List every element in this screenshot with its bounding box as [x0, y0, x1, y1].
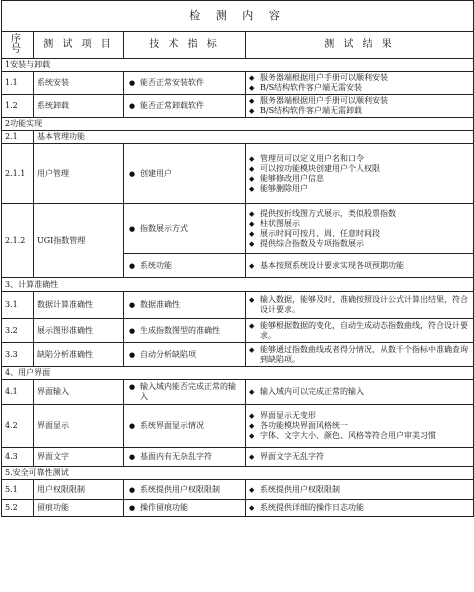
section-row	[2, 118, 474, 131]
section-row	[2, 131, 474, 144]
test-item: 界面输入	[34, 380, 124, 405]
result-text: ◆ 能够删除用户	[249, 184, 470, 194]
spec-text: ● 指数展示方式	[129, 224, 242, 234]
result-text: ◆ 字体、文字大小、颜色、风格等符合用户审美习惯	[249, 431, 470, 441]
result-cell	[246, 500, 474, 517]
spec-cell	[124, 95, 246, 118]
table-title: 检 测 内 容	[2, 1, 474, 32]
row-number: 5.1	[2, 480, 34, 500]
result-text: ◆ 可以按功能模块创建用户个人权限	[249, 164, 470, 174]
row-number: 2.1.2	[2, 204, 34, 278]
section-row	[2, 59, 474, 72]
result-text: ◆ 柱状图展示	[249, 219, 470, 229]
section-number: 5	[5, 468, 11, 477]
result-text: ◆ 输入域内可以完成正常的输入	[249, 387, 470, 397]
section-label: 安装与卸载	[10, 60, 51, 69]
result-text: ◆ 各功能模块界面风格统一	[249, 421, 470, 431]
section-header	[2, 118, 474, 131]
test-item: 用户管理	[34, 144, 124, 204]
spec-cell	[124, 254, 246, 278]
spec-cell	[124, 144, 246, 204]
spec-text: ● 能否正常卸载软件	[129, 101, 242, 111]
spec-cell	[124, 343, 246, 367]
table-row	[2, 380, 474, 405]
section-header	[2, 367, 474, 380]
test-item: 展示图形准确性	[34, 319, 124, 343]
spec-text: ● 操作留痕功能	[129, 503, 242, 513]
spec-cell	[124, 480, 246, 500]
spec-cell	[124, 319, 246, 343]
result-text: ◆ 展示时间可按月、周、任意时间段	[249, 229, 470, 239]
result-cell	[246, 380, 474, 405]
test-item: 缺陷分析准确性	[34, 343, 124, 367]
result-cell	[246, 254, 474, 278]
test-item: 留痕功能	[34, 500, 124, 517]
result-cell	[246, 448, 474, 467]
result-cell	[246, 204, 474, 254]
result-text: ◆ 能够通过指数曲线或者得分情况，从数千个指标中准确查询到缺陷项。	[249, 345, 470, 365]
table-row	[2, 204, 474, 254]
result-cell	[246, 292, 474, 319]
test-item: 界面显示	[34, 405, 124, 448]
test-item: 用户权限限制	[34, 480, 124, 500]
row-number: 2.1.1	[2, 144, 34, 204]
section-row	[2, 467, 474, 480]
test-item: 系统卸载	[34, 95, 124, 118]
section-row	[2, 367, 474, 380]
table-row	[2, 448, 474, 467]
section-number: 4	[5, 368, 11, 377]
result-text: ◆ 能够根据数据的变化，自动生成动态指数曲线，符合设计要求。	[249, 321, 470, 341]
row-number: 3.1	[2, 292, 34, 319]
header-row	[2, 32, 474, 59]
result-text: ◆ 界面文字无乱字符	[249, 452, 470, 462]
row-number: 1.1	[2, 72, 34, 95]
row-number: 3.3	[2, 343, 34, 367]
spec-text: ● 生成指数图型的准确性	[129, 326, 242, 336]
result-text: ◆ 提供按折线图方式展示，类似股票指数	[249, 209, 470, 219]
table-row	[2, 480, 474, 500]
result-text: ◆ 系统提供用户权限限制	[249, 485, 470, 495]
result-cell	[246, 343, 474, 367]
table-row	[2, 144, 474, 204]
section-header	[2, 59, 474, 72]
result-cell	[246, 72, 474, 95]
section-number: 1	[5, 60, 11, 69]
spec-text: ● 自动分析缺陷项	[129, 350, 242, 360]
spec-cell	[124, 380, 246, 405]
result-cell	[246, 480, 474, 500]
section-label: 、用户界面	[10, 368, 51, 377]
spec-cell	[124, 204, 246, 254]
result-text: ◆ 能够修改用户信息	[249, 174, 470, 184]
test-item: 系统安装	[34, 72, 124, 95]
table-row	[2, 405, 474, 448]
spec-text: ● 输入域内能否完成正常的输入	[129, 382, 242, 402]
spec-text: ● 系统提供用户权限限制	[129, 485, 242, 495]
header-result: 测 试 结 果	[246, 32, 474, 59]
section-row	[2, 278, 474, 292]
test-item: 界面文字	[34, 448, 124, 467]
spec-cell	[124, 292, 246, 319]
table-row	[2, 500, 474, 517]
section-label: 、计算准确性	[10, 279, 59, 289]
table-row	[2, 95, 474, 118]
spec-text: ● 系统功能	[129, 261, 242, 271]
result-text: ◆ 服务器端根据用户手册可以顺利安装	[249, 96, 470, 106]
result-text: ◆ 服务器端根据用户手册可以顺利安装	[249, 73, 470, 83]
header-spec: 技 术 指 标	[124, 32, 246, 59]
table-row	[2, 319, 474, 343]
subsection-label: 基本管理功能	[34, 131, 474, 144]
section-label: 功能实现	[10, 119, 43, 128]
spec-text: ● 创建用户	[129, 169, 242, 179]
spec-cell	[124, 500, 246, 517]
result-text: ◆ 界面显示无变形	[249, 411, 470, 421]
row-number: 4.3	[2, 448, 34, 467]
row-number: 5.2	[2, 500, 34, 517]
test-content-table	[1, 0, 474, 517]
table-row	[2, 343, 474, 367]
row-number: 4.1	[2, 380, 34, 405]
spec-text: ● 能否正常安装软件	[129, 78, 242, 88]
result-cell	[246, 319, 474, 343]
result-text: ◆ B/S结构软件客户端无需卸载	[249, 106, 470, 116]
section-number: 3	[5, 279, 11, 289]
row-number: 1.2	[2, 95, 34, 118]
header-test-item: 测 试 项 目	[34, 32, 124, 59]
result-text: ◆ 基本按照系统设计要求实现各项预期功能	[249, 261, 470, 271]
test-item: 数据计算准确性	[34, 292, 124, 319]
test-item: UGI指数管理	[34, 204, 124, 278]
section-number: 2	[5, 119, 11, 128]
result-text: ◆ 系统提供详细的操作日志功能	[249, 503, 470, 513]
result-cell	[246, 405, 474, 448]
result-cell	[246, 144, 474, 204]
table-row	[2, 72, 474, 95]
spec-text: ● 数据准确性	[129, 300, 242, 310]
row-number: 3.2	[2, 319, 34, 343]
table-row	[2, 292, 474, 319]
result-text: ◆ 提供综合指数及专项指数展示	[249, 239, 470, 249]
spec-text: ● 系统界面显示情况	[129, 421, 242, 431]
row-number: 2.1	[2, 131, 34, 144]
section-header	[2, 467, 474, 480]
spec-cell	[124, 405, 246, 448]
spec-cell	[124, 448, 246, 467]
title-row	[2, 1, 474, 32]
result-text: ◆ 输入数据，能够及时、准确按照设计公式计算出结果，符合设计要求。	[249, 295, 470, 315]
section-header	[2, 278, 474, 292]
spec-cell	[124, 72, 246, 95]
spec-text: ● 基面内有无杂乱字符	[129, 452, 242, 462]
header-number: 序号	[2, 32, 34, 59]
result-text: ◆ B/S结构软件客户端无需安装	[249, 83, 470, 93]
result-text: ◆ 管理员可以定义用户名和口令	[249, 154, 470, 164]
result-cell	[246, 95, 474, 118]
row-number: 4.2	[2, 405, 34, 448]
section-label: .安全可靠性测试	[10, 468, 69, 477]
